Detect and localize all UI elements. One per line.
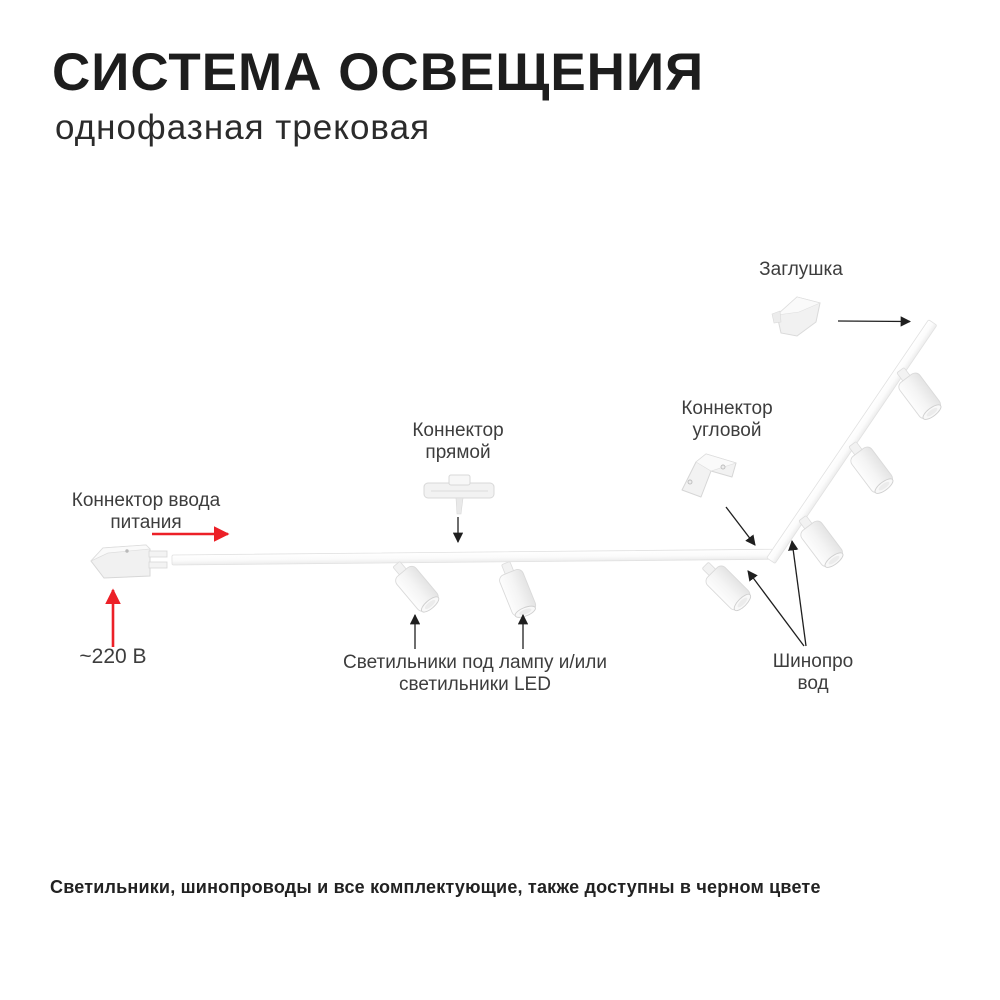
- spotlight-fixture-icon: [387, 556, 443, 616]
- arrow-corner-connector: [726, 507, 755, 545]
- corner-connector-icon: [682, 454, 736, 497]
- arrow-busbar-diagonal: [792, 541, 806, 646]
- page-title: СИСТЕМА ОСВЕЩЕНИЯ: [52, 43, 705, 102]
- fixtures-label: Светильники под лампу и/или светильники LED: [343, 652, 607, 695]
- busbar-label-line2: вод: [797, 673, 829, 694]
- end-cap-icon: [772, 297, 820, 336]
- footnote-text: Светильники, шинопроводы и все комплектующие, также доступны в черном цвете: [50, 877, 821, 897]
- spotlight-fixture-icon: [792, 511, 846, 571]
- spotlight-fixture-icon: [696, 556, 754, 614]
- spotlight-fixture-icon: [494, 558, 538, 620]
- voltage-label: ~220 В: [79, 645, 147, 668]
- power-input-connector-label: Коннектор ввода питания: [71, 490, 221, 533]
- page-subtitle: однофазная трековая: [55, 108, 431, 147]
- busbar-label-line1: Шинопро: [772, 651, 854, 672]
- arrow-end-cap: [838, 321, 910, 322]
- spotlight-fixture-icon: [842, 437, 896, 497]
- spotlight-fixture-icon: [890, 363, 944, 423]
- arrow-busbar-horizontal: [748, 571, 804, 646]
- power-input-connector-icon: [91, 545, 167, 578]
- corner-connector-label: Коннектор угловой: [681, 398, 773, 441]
- busbar-label: [763, 651, 863, 695]
- straight-connector-label: Коннектор прямой: [412, 420, 504, 463]
- track-busbar-horizontal: [172, 549, 773, 565]
- end-cap-label: Заглушка: [759, 259, 843, 280]
- straight-connector-icon: [424, 475, 494, 514]
